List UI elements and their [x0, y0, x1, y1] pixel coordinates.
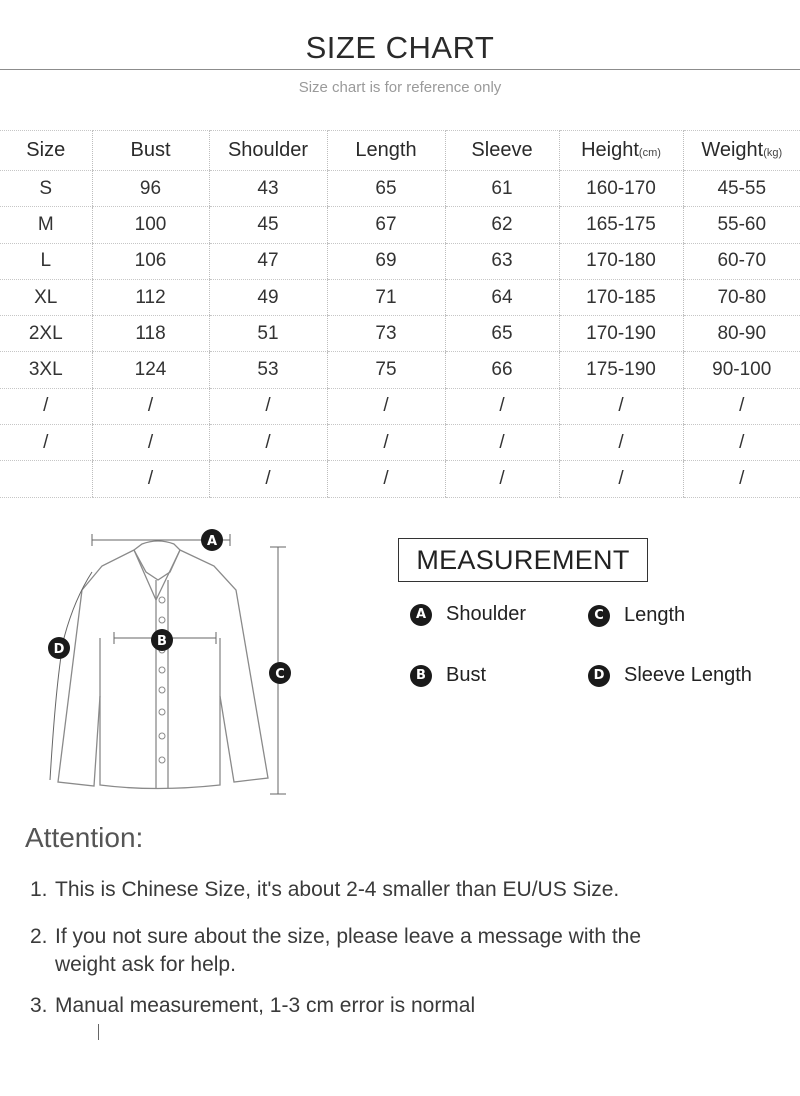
table-row	[0, 425, 800, 461]
table-cell: 62	[445, 207, 559, 243]
table-cell	[0, 461, 92, 497]
table-cell: 69	[327, 243, 445, 279]
table-cell: /	[559, 461, 683, 497]
table-cell: 65	[327, 171, 445, 207]
page-subtitle: Size chart is for reference only	[298, 79, 502, 96]
table-cell: 3XL	[0, 352, 92, 388]
table-cell: /	[0, 388, 92, 424]
table-cell: 64	[445, 279, 559, 315]
table-cell: 96	[92, 171, 209, 207]
table-cell: 160-170	[559, 171, 683, 207]
column-header-bust: Bust	[92, 131, 209, 171]
table-cell: 124	[92, 352, 209, 388]
marker-d	[48, 637, 70, 659]
table-cell: 75	[327, 352, 445, 388]
table-cell: /	[327, 388, 445, 424]
table-cell: 106	[92, 243, 209, 279]
legend-length	[588, 604, 685, 627]
unit-label: (cm)	[638, 147, 661, 159]
note-1: 1. This is Chinese Size, it's about 2-4 smaller than EU/US Size.	[30, 878, 620, 901]
table-cell: 112	[92, 279, 209, 315]
marker-b	[151, 629, 173, 651]
table-cell: 66	[445, 352, 559, 388]
table-cell: 61	[445, 171, 559, 207]
table-row	[0, 316, 800, 352]
legend-label: Length	[624, 604, 686, 626]
title-divider	[0, 69, 800, 70]
table-cell: 53	[209, 352, 327, 388]
table-row	[0, 207, 800, 243]
legend-label: Bust	[446, 664, 487, 686]
table-cell: 80-90	[683, 316, 800, 352]
table-cell: M	[0, 207, 92, 243]
table-row	[0, 388, 800, 424]
table-cell: 45-55	[683, 171, 800, 207]
measurement-title: MEASUREMENT	[398, 538, 648, 582]
table-cell: S	[0, 171, 92, 207]
table-cell: /	[559, 425, 683, 461]
table-row	[0, 461, 800, 497]
legend-shoulder	[410, 603, 526, 626]
column-header-height: Height(cm)	[559, 131, 683, 171]
table-row	[0, 171, 800, 207]
table-cell: /	[683, 388, 800, 424]
svg-text:C: C	[275, 667, 285, 682]
table-cell: 65	[445, 316, 559, 352]
table-cell: 70-80	[683, 279, 800, 315]
table-row	[0, 279, 800, 315]
column-header-shoulder: Shoulder	[209, 131, 327, 171]
svg-text:B: B	[157, 634, 167, 649]
table-cell: /	[92, 425, 209, 461]
table-cell: 170-180	[559, 243, 683, 279]
table-cell: 165-175	[559, 207, 683, 243]
shirt-measurement-diagram	[30, 520, 300, 810]
table-cell: /	[445, 461, 559, 497]
badge-c: C	[588, 605, 610, 627]
marker-a	[201, 529, 223, 551]
column-header-weight: Weight(kg)	[683, 131, 800, 171]
table-cell: /	[683, 425, 800, 461]
table-cell: 170-185	[559, 279, 683, 315]
table-row	[0, 243, 800, 279]
table-cell: /	[559, 388, 683, 424]
table-cell: 2XL	[0, 316, 92, 352]
table-cell: 90-100	[683, 352, 800, 388]
table-cell: 47	[209, 243, 327, 279]
badge-a: A	[410, 604, 432, 626]
table-cell: 49	[209, 279, 327, 315]
table-cell: 118	[92, 316, 209, 352]
legend-label: Shoulder	[446, 603, 527, 625]
page-title: SIZE CHART	[305, 30, 495, 65]
table-header-row	[0, 131, 800, 171]
column-header-size: Size	[0, 131, 92, 171]
table-cell: /	[445, 425, 559, 461]
text-cursor-mark	[98, 1024, 99, 1040]
shirt-outline	[58, 541, 268, 789]
legend-bust	[410, 664, 486, 687]
unit-label: (kg)	[763, 147, 783, 159]
table-cell: /	[209, 388, 327, 424]
table-cell: /	[445, 388, 559, 424]
table-cell: /	[683, 461, 800, 497]
table-body	[0, 171, 800, 498]
badge-b: B	[410, 665, 432, 687]
table-cell: 55-60	[683, 207, 800, 243]
legend-sleeve-length	[588, 664, 752, 687]
table-cell: 175-190	[559, 352, 683, 388]
svg-text:D: D	[53, 642, 65, 657]
table-cell: 67	[327, 207, 445, 243]
legend-label: Sleeve Length	[624, 664, 752, 686]
column-header-length: Length	[327, 131, 445, 171]
table-cell: XL	[0, 279, 92, 315]
marker-c	[269, 662, 291, 684]
size-chart-table	[0, 130, 800, 498]
note-2: 2. If you not sure about the size, please leave a message with the weight ask for help.	[30, 925, 642, 976]
table-cell: 60-70	[683, 243, 800, 279]
table-cell: /	[0, 425, 92, 461]
note-3: 3. Manual measurement, 1-3 cm error is normal	[30, 994, 476, 1017]
shirt-buttons	[159, 597, 165, 763]
table-cell: /	[92, 461, 209, 497]
table-cell: 100	[92, 207, 209, 243]
table-cell: /	[209, 461, 327, 497]
badge-d: D	[588, 665, 610, 687]
column-header-sleeve: Sleeve	[445, 131, 559, 171]
table-cell: /	[327, 425, 445, 461]
table-cell: L	[0, 243, 92, 279]
table-cell: /	[327, 461, 445, 497]
table-row	[0, 352, 800, 388]
svg-text:A: A	[206, 534, 218, 549]
table-cell: 43	[209, 171, 327, 207]
table-cell: /	[209, 425, 327, 461]
table-cell: 45	[209, 207, 327, 243]
table-cell: 51	[209, 316, 327, 352]
attention-heading: Attention:	[25, 822, 144, 853]
table-cell: 170-190	[559, 316, 683, 352]
table-cell: 63	[445, 243, 559, 279]
table-cell: 71	[327, 279, 445, 315]
table-cell: 73	[327, 316, 445, 352]
table-cell: /	[92, 388, 209, 424]
